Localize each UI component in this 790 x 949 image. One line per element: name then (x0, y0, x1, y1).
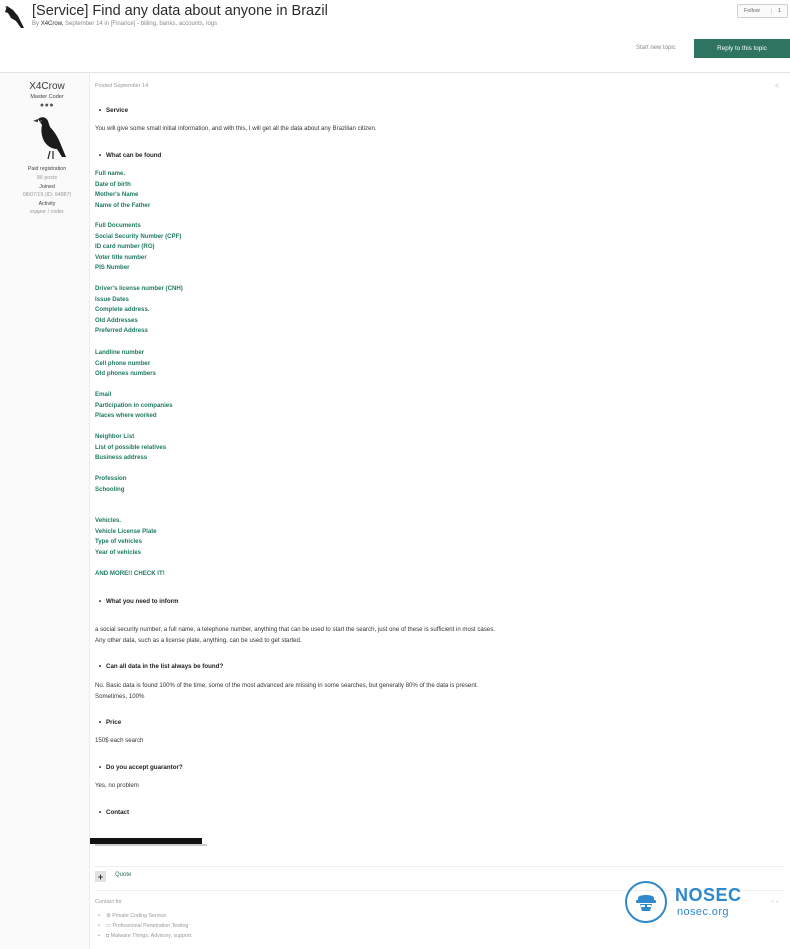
heading-contact: • Contact (106, 809, 129, 816)
list-item: Old Addresses (95, 316, 138, 324)
by-label: By (32, 21, 40, 27)
multiquote-plus-button[interactable]: + (95, 871, 106, 882)
activity-label: Activity (38, 201, 56, 207)
signature-item-label: Malware Things. Advisory, support. (110, 933, 193, 939)
nosec-url: nosec.org (677, 906, 729, 918)
topic-title: [Service] Find any data about anyone in Brazil (32, 3, 328, 19)
list-item: Old phones numbers (95, 370, 156, 377)
guarantor-text: Yes, no problem (95, 782, 139, 789)
post-footer-divider (95, 866, 785, 867)
found-group-email-work (95, 390, 173, 422)
signature-item-label: Private Coding Service (112, 913, 167, 919)
found-group-personal (95, 169, 150, 211)
signature-item-pentest (106, 923, 188, 929)
topic-meta (32, 21, 217, 27)
found-group-phones (95, 348, 156, 380)
header-divider (0, 72, 790, 73)
found-group-license-address (95, 284, 183, 337)
list-item: Neighbor List (95, 433, 135, 440)
list-item: Driver's license number (CNH) (95, 285, 183, 292)
author-name[interactable]: X4Crow (29, 81, 65, 92)
list-item: PIS Number (95, 264, 130, 271)
heading-always-found: • Can all data in the list always be found? (106, 663, 223, 670)
list-item: Schooling (95, 485, 125, 493)
list-item: Landline number (95, 349, 145, 356)
list-item: Preferred Address (95, 327, 148, 334)
list-item: Voter title number (95, 253, 147, 261)
redaction-shadow (95, 844, 207, 846)
signature-contact-label: Contact for (95, 899, 122, 905)
gear-icon: ⚙ (106, 913, 111, 919)
found-group-relatives (95, 432, 166, 464)
heading-guarantor: • Do you accept guarantor? (106, 764, 183, 771)
list-item: Social Security Number (CPF) (95, 232, 182, 240)
nosec-logo-icon (625, 881, 667, 923)
found-group-documents (95, 221, 181, 274)
author-sidebar (0, 73, 90, 949)
list-item: Mother's Name (95, 191, 139, 198)
nosec-watermark (625, 881, 765, 925)
joined-label: Joined (39, 184, 55, 190)
list-item: Cell phone number (95, 359, 151, 367)
crow-avatar-icon[interactable] (4, 4, 26, 30)
list-item: Issue Dates (95, 295, 129, 303)
list-item: Full name. (95, 170, 126, 177)
activity-value: кодинг / coder (30, 209, 64, 215)
price-text: 150$ each search (95, 737, 144, 744)
heading-what-found: • What can be found (106, 152, 161, 159)
share-icon[interactable]: < (775, 83, 780, 90)
reply-to-topic-button[interactable]: Reply to this topic (694, 39, 790, 58)
topic-header (0, 0, 790, 70)
author-post-count: 86 posts (36, 175, 58, 181)
list-item: Profession (95, 475, 127, 482)
found-group-more (95, 569, 165, 580)
list-item: Vehicles. (95, 517, 122, 524)
laptop-icon: ▭ (106, 923, 112, 929)
signature-toggle-icon[interactable]: « » (771, 899, 779, 905)
heading-price: • Price (106, 719, 121, 726)
follow-count: 1 (771, 8, 781, 14)
author-rank: Master Coder (30, 94, 64, 100)
found-group-vehicles (95, 516, 157, 558)
signature-item-malware (106, 933, 193, 939)
paragraph-line: Sometimes, 100% (95, 692, 145, 700)
list-item: Email (95, 391, 112, 398)
list-item: Type of vehicles (95, 538, 142, 545)
rank-pips: ●●● (39, 102, 55, 109)
start-new-topic-link[interactable]: Start new topic (636, 45, 676, 51)
lock-icon: ◘ (106, 933, 110, 939)
paragraph-line: Any other data, such as a license plate, anything, can be used to get started. (95, 636, 302, 644)
list-item: Places where worked (95, 412, 157, 419)
list-item: Vehicle License Plate (95, 527, 157, 535)
list-item: List of possible relatives (95, 443, 167, 451)
signature-item-coding (106, 913, 166, 919)
list-item: Business address (95, 454, 148, 461)
list-item: Date of birth (95, 180, 131, 188)
nosec-wordmark: NOSEC (675, 885, 742, 905)
crow-avatar-icon[interactable] (28, 113, 70, 161)
found-group-profession (95, 474, 127, 495)
joined-date: 08/07/19 (ID: 94887) (22, 192, 72, 198)
list-item: AND MORE!! CHECK IT! (95, 570, 165, 577)
list-item: Name of the Father (95, 201, 151, 209)
always-found-text (95, 681, 478, 702)
list-item: Participation in companies (95, 401, 173, 409)
inform-text (95, 625, 495, 646)
posted-date[interactable]: Posted September 14 (95, 83, 149, 89)
heading-what-inform: • What you need to inform (106, 598, 179, 605)
list-item: Full Documents (95, 222, 141, 229)
topic-author-link[interactable]: X4Crow, (40, 21, 64, 27)
paragraph-line: a social security number, a full name, a telephone number, anything that can be used to start the search, just one of these is sufficient in most cases. (95, 626, 495, 633)
follow-label: Follow (744, 8, 760, 14)
follow-button[interactable] (737, 4, 788, 18)
heading-service: • Service (106, 107, 128, 114)
signature-item-label: Professional Penetration Testing (112, 923, 189, 929)
paragraph-line: No. Basic data is found 100% of the time, some of the most advanced are missing in some searches, but generally 80% of the data is present. (95, 682, 479, 689)
list-item: ID card number (RG) (95, 243, 155, 250)
list-item: Complete address. (95, 306, 150, 313)
quote-button[interactable]: Quote (115, 872, 132, 878)
service-text: You will give some small initial information, and with this, I will get all the data about any Brazilian citizen. (95, 125, 377, 132)
topic-meta-text[interactable]: September 14 in [Finance] - billing, banks, accounts, logs (65, 21, 218, 27)
author-group: Paid registration (27, 166, 67, 172)
list-item: Year of vehicles (95, 548, 142, 556)
